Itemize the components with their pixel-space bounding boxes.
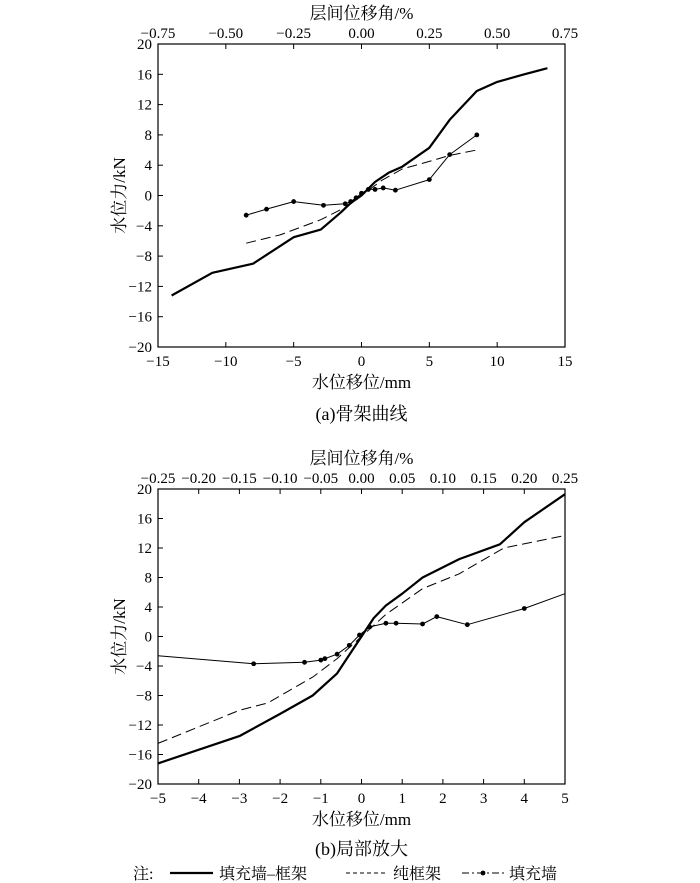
x2-tick-label: 0.00 (348, 26, 375, 42)
y-tick-label: −20 (128, 777, 152, 793)
series-line-infill-wall (246, 135, 477, 215)
x-tick-label: 5 (561, 791, 569, 807)
series-point-infill-wall (357, 633, 362, 638)
x-axis-title: 水位移位/mm (311, 810, 412, 829)
x2-tick-label: −0.50 (208, 26, 244, 42)
x2-tick-label: 0.15 (470, 471, 497, 487)
series-point-infill-wall (348, 199, 353, 204)
series-point-infill-wall (251, 661, 256, 666)
y-tick-label: 8 (144, 127, 152, 144)
series-point-infill-wall (465, 622, 470, 627)
x-tick-label: 4 (520, 791, 529, 807)
y-tick-label: −12 (128, 279, 152, 296)
x2-tick-label: 0.20 (511, 471, 538, 487)
series-line-infill-frame (158, 494, 565, 763)
x2-tick-label: −0.10 (262, 471, 298, 487)
y-tick-label: 16 (137, 511, 152, 528)
series-point-infill-wall (291, 199, 296, 204)
series-point-infill-wall (359, 191, 364, 196)
x-axis-title: 水位移位/mm (311, 373, 412, 392)
y-tick-label: 4 (144, 158, 152, 175)
y-tick-label: −16 (128, 747, 152, 764)
x2-tick-label: 0.25 (416, 26, 443, 42)
x-tick-label: −10 (214, 354, 238, 370)
y-tick-label: 0 (144, 629, 152, 646)
x-tick-label: 3 (479, 791, 488, 807)
series-point-infill-wall (373, 187, 378, 192)
x-tick-label: 5 (425, 354, 434, 370)
series-point-infill-wall (393, 188, 398, 193)
y-tick-label: 20 (137, 37, 152, 53)
x-tick-label: −1 (312, 791, 329, 807)
x-tick-label: 2 (439, 791, 447, 807)
legend (133, 864, 557, 883)
x2-tick-label: 0.00 (348, 471, 375, 487)
legend-label: 填充墙 (509, 866, 558, 883)
x-tick-label: 10 (489, 354, 505, 370)
y-tick-label: −8 (136, 688, 152, 705)
chart-caption: (b)局部放大 (315, 839, 408, 859)
legend-marker-infill-wall (481, 871, 486, 876)
series-line-infill-wall (158, 594, 565, 664)
series-point-infill-wall (522, 606, 527, 611)
series-line-bare-frame (158, 536, 565, 744)
x-tick-label: −5 (285, 354, 302, 370)
series-point-infill-wall (322, 656, 327, 661)
series-point-infill-wall (394, 621, 399, 626)
legend-prefix: 注: (133, 866, 154, 883)
y-tick-label: 8 (144, 570, 152, 587)
series-point-infill-wall (302, 660, 307, 665)
x2-tick-label: −0.75 (140, 26, 176, 42)
x2-tick-label: −0.15 (222, 471, 257, 487)
y-tick-label: −20 (128, 340, 152, 356)
y-tick-label: 12 (137, 97, 152, 114)
series-point-infill-wall (264, 207, 269, 212)
x2-tick-label: 0.05 (389, 471, 416, 487)
y-tick-label: −8 (136, 249, 152, 266)
x-tick-label: 0 (357, 791, 366, 807)
x2-tick-label: −0.25 (276, 26, 312, 42)
series-point-infill-wall (434, 614, 439, 619)
legend-label: 纯框架 (393, 866, 442, 883)
series-point-infill-wall (335, 652, 340, 657)
y-axis-title: 水位力/kN (110, 157, 129, 234)
y-tick-label: 20 (137, 482, 152, 498)
y-tick-label: −4 (136, 218, 152, 235)
legend-label: 填充墙–框架 (219, 866, 308, 883)
x2-tick-label: 0.25 (551, 471, 579, 487)
x-tick-label: −3 (231, 791, 248, 807)
series-point-infill-wall (447, 152, 452, 157)
series-point-infill-wall (321, 203, 326, 208)
x-tick-label: −2 (272, 791, 289, 807)
series-point-infill-wall (474, 133, 479, 138)
series-point-infill-wall (244, 213, 249, 218)
x-tick-label: −5 (150, 791, 166, 807)
y-tick-label: 12 (137, 541, 152, 557)
series-point-infill-wall (381, 186, 386, 191)
x2-axis-title: 层间位移角/% (309, 449, 414, 468)
x-tick-label: −4 (190, 791, 207, 807)
y-tick-label: 0 (144, 188, 152, 205)
series-point-infill-wall (366, 187, 371, 192)
series-point-infill-wall (347, 643, 352, 648)
x2-tick-label: 0.50 (484, 26, 511, 42)
y-tick-label: −4 (136, 659, 152, 675)
chart-b (110, 449, 578, 860)
series-point-infill-wall (343, 201, 348, 206)
x2-tick-label: −0.20 (181, 471, 217, 487)
y-tick-label: 4 (144, 600, 152, 616)
series-point-infill-wall (354, 195, 359, 200)
series-line-infill-frame (172, 68, 548, 295)
x2-tick-label: −0.25 (140, 471, 176, 487)
x-tick-label: 15 (557, 354, 573, 370)
x-tick-label: −15 (146, 354, 170, 370)
y-axis-title: 水位力/kN (110, 598, 129, 675)
y-tick-label: −16 (128, 309, 152, 326)
x2-tick-label: 0.75 (551, 26, 579, 42)
chart-a (110, 4, 578, 425)
x2-tick-label: 0.10 (429, 471, 457, 487)
series-point-infill-wall (427, 177, 432, 182)
chart-caption: (a)骨架曲线 (315, 404, 408, 424)
series-point-infill-wall (367, 625, 372, 630)
x2-tick-label: −0.05 (303, 471, 339, 487)
series-point-infill-wall (384, 621, 389, 626)
x2-axis-title: 层间位移角/% (309, 4, 414, 23)
x-tick-label: 0 (357, 354, 366, 370)
x-tick-label: 1 (398, 791, 406, 807)
y-tick-label: 16 (137, 67, 152, 84)
y-tick-label: −12 (128, 718, 152, 734)
series-point-infill-wall (420, 622, 425, 627)
